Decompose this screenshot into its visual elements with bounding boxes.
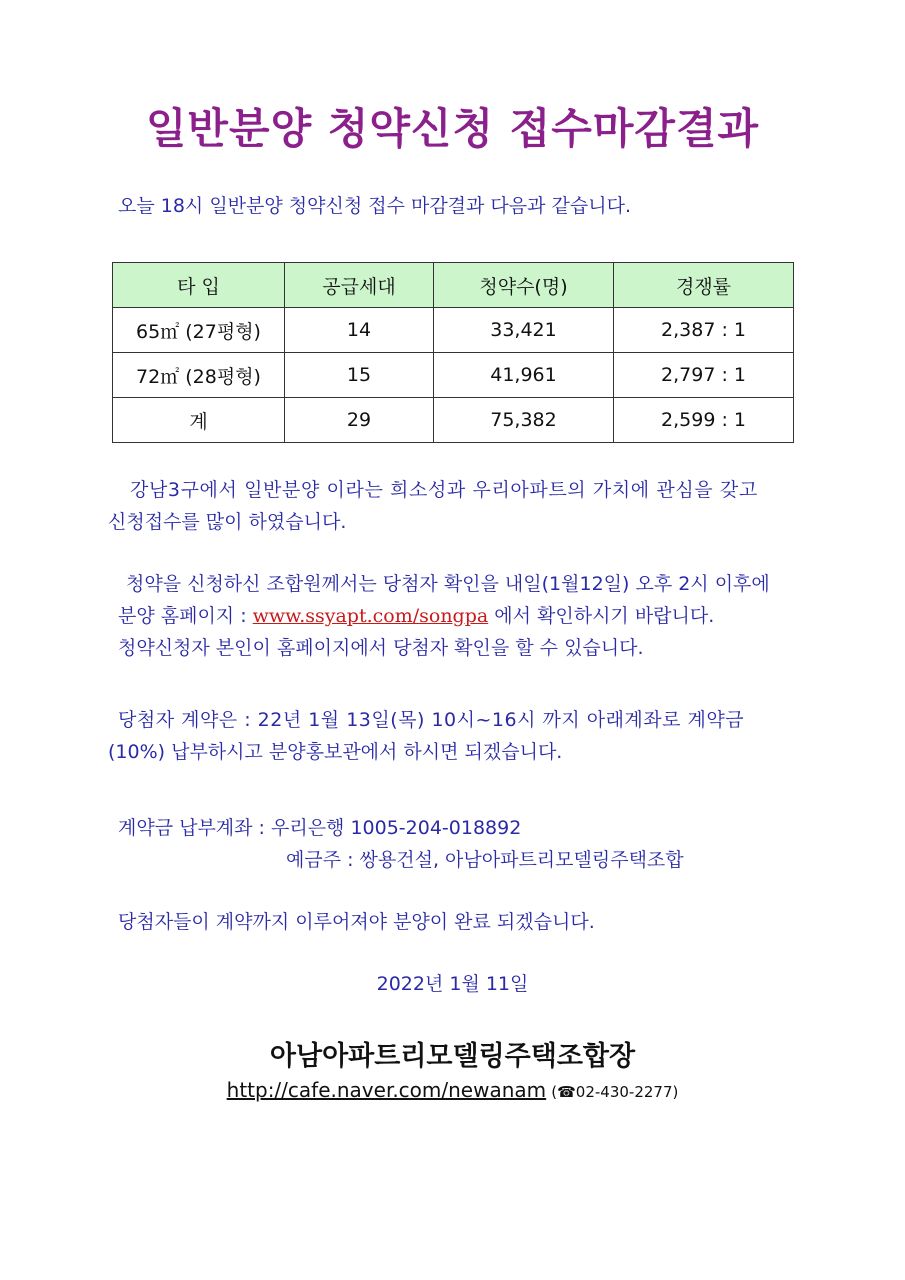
cell-supply: 29 [285,398,434,443]
intro-text: 오늘 18시 일반분양 청약신청 접수 마감결과 다음과 같습니다. [118,195,631,217]
page-title: 일반분양 청약신청 접수마감결과 [145,104,760,153]
interest-paragraph [108,474,808,538]
table-header-row [113,263,794,308]
contract-paragraph [108,704,744,768]
contract-line-2: (10%) 납부하시고 분양홍보관에서 하시면 되겠습니다. [108,741,563,763]
cell-applicants: 75,382 [434,398,614,443]
cell-supply: 15 [285,353,434,398]
date-text: 2022년 1월 11일 [376,973,529,995]
header-competition: 경쟁률 [614,263,794,308]
table-row [113,308,794,353]
signature: 아남아파트리모델링주택조합장 [269,1041,636,1072]
results-table [112,262,794,443]
contract-line-1: 당첨자 계약은 : 22년 1월 13일(목) 10시~16시 까지 아래계좌로 계약금 [118,709,745,731]
winner-check-line-1: 청약을 신청하신 조합원께서는 당첨자 확인을 내일(1월12일) 오후 2시 이후에 [126,573,770,595]
cell-competition: 2,599 : 1 [614,398,794,443]
cell-competition: 2,797 : 1 [614,353,794,398]
homepage-suffix: 에서 확인하시기 바랍니다. [488,605,715,627]
winner-check-paragraph [112,568,770,664]
results-table-container [112,262,794,443]
header-supply: 공급세대 [285,263,434,308]
cell-applicants: 33,421 [434,308,614,353]
header-applicants: 청약수(명) [434,263,614,308]
cafe-link[interactable]: http://cafe.naver.com/newanam [226,1078,547,1102]
cell-applicants: 41,961 [434,353,614,398]
cell-type: 계 [113,398,285,443]
winner-check-line-2 [112,600,770,632]
account-line-1: 계약금 납부계좌 : 우리은행 1005-204-018892 [118,817,522,839]
winner-check-line-3: 청약신청자 본인이 홈페이지에서 당첨자 확인을 할 수 있습니다. [118,637,644,659]
footer-contact [0,1078,905,1102]
homepage-label: 분양 홈페이지 : [118,605,253,627]
account-line-2: 예금주 : 쌍용건설, 아남아파트리모델링주택조합 [286,849,684,871]
table-row [113,353,794,398]
interest-line-1: 강남3구에서 일반분양 이라는 희소성과 우리아파트의 가치에 관심을 갖고 [130,479,758,501]
homepage-link[interactable]: www.ssyapt.com/songpa [252,605,489,627]
interest-line-2: 신청접수를 많이 하였습니다. [108,511,347,533]
cell-competition: 2,387 : 1 [614,308,794,353]
header-type: 타 입 [113,263,285,308]
table-row-total [113,398,794,443]
closing-text: 당첨자들이 계약까지 이루어져야 분양이 완료 되겠습니다. [118,911,595,933]
cell-type: 65㎡ (27평형) [113,308,285,353]
cell-type: 72㎡ (28평형) [113,353,285,398]
phone-number: (☎02-430-2277) [551,1083,679,1101]
cell-supply: 14 [285,308,434,353]
